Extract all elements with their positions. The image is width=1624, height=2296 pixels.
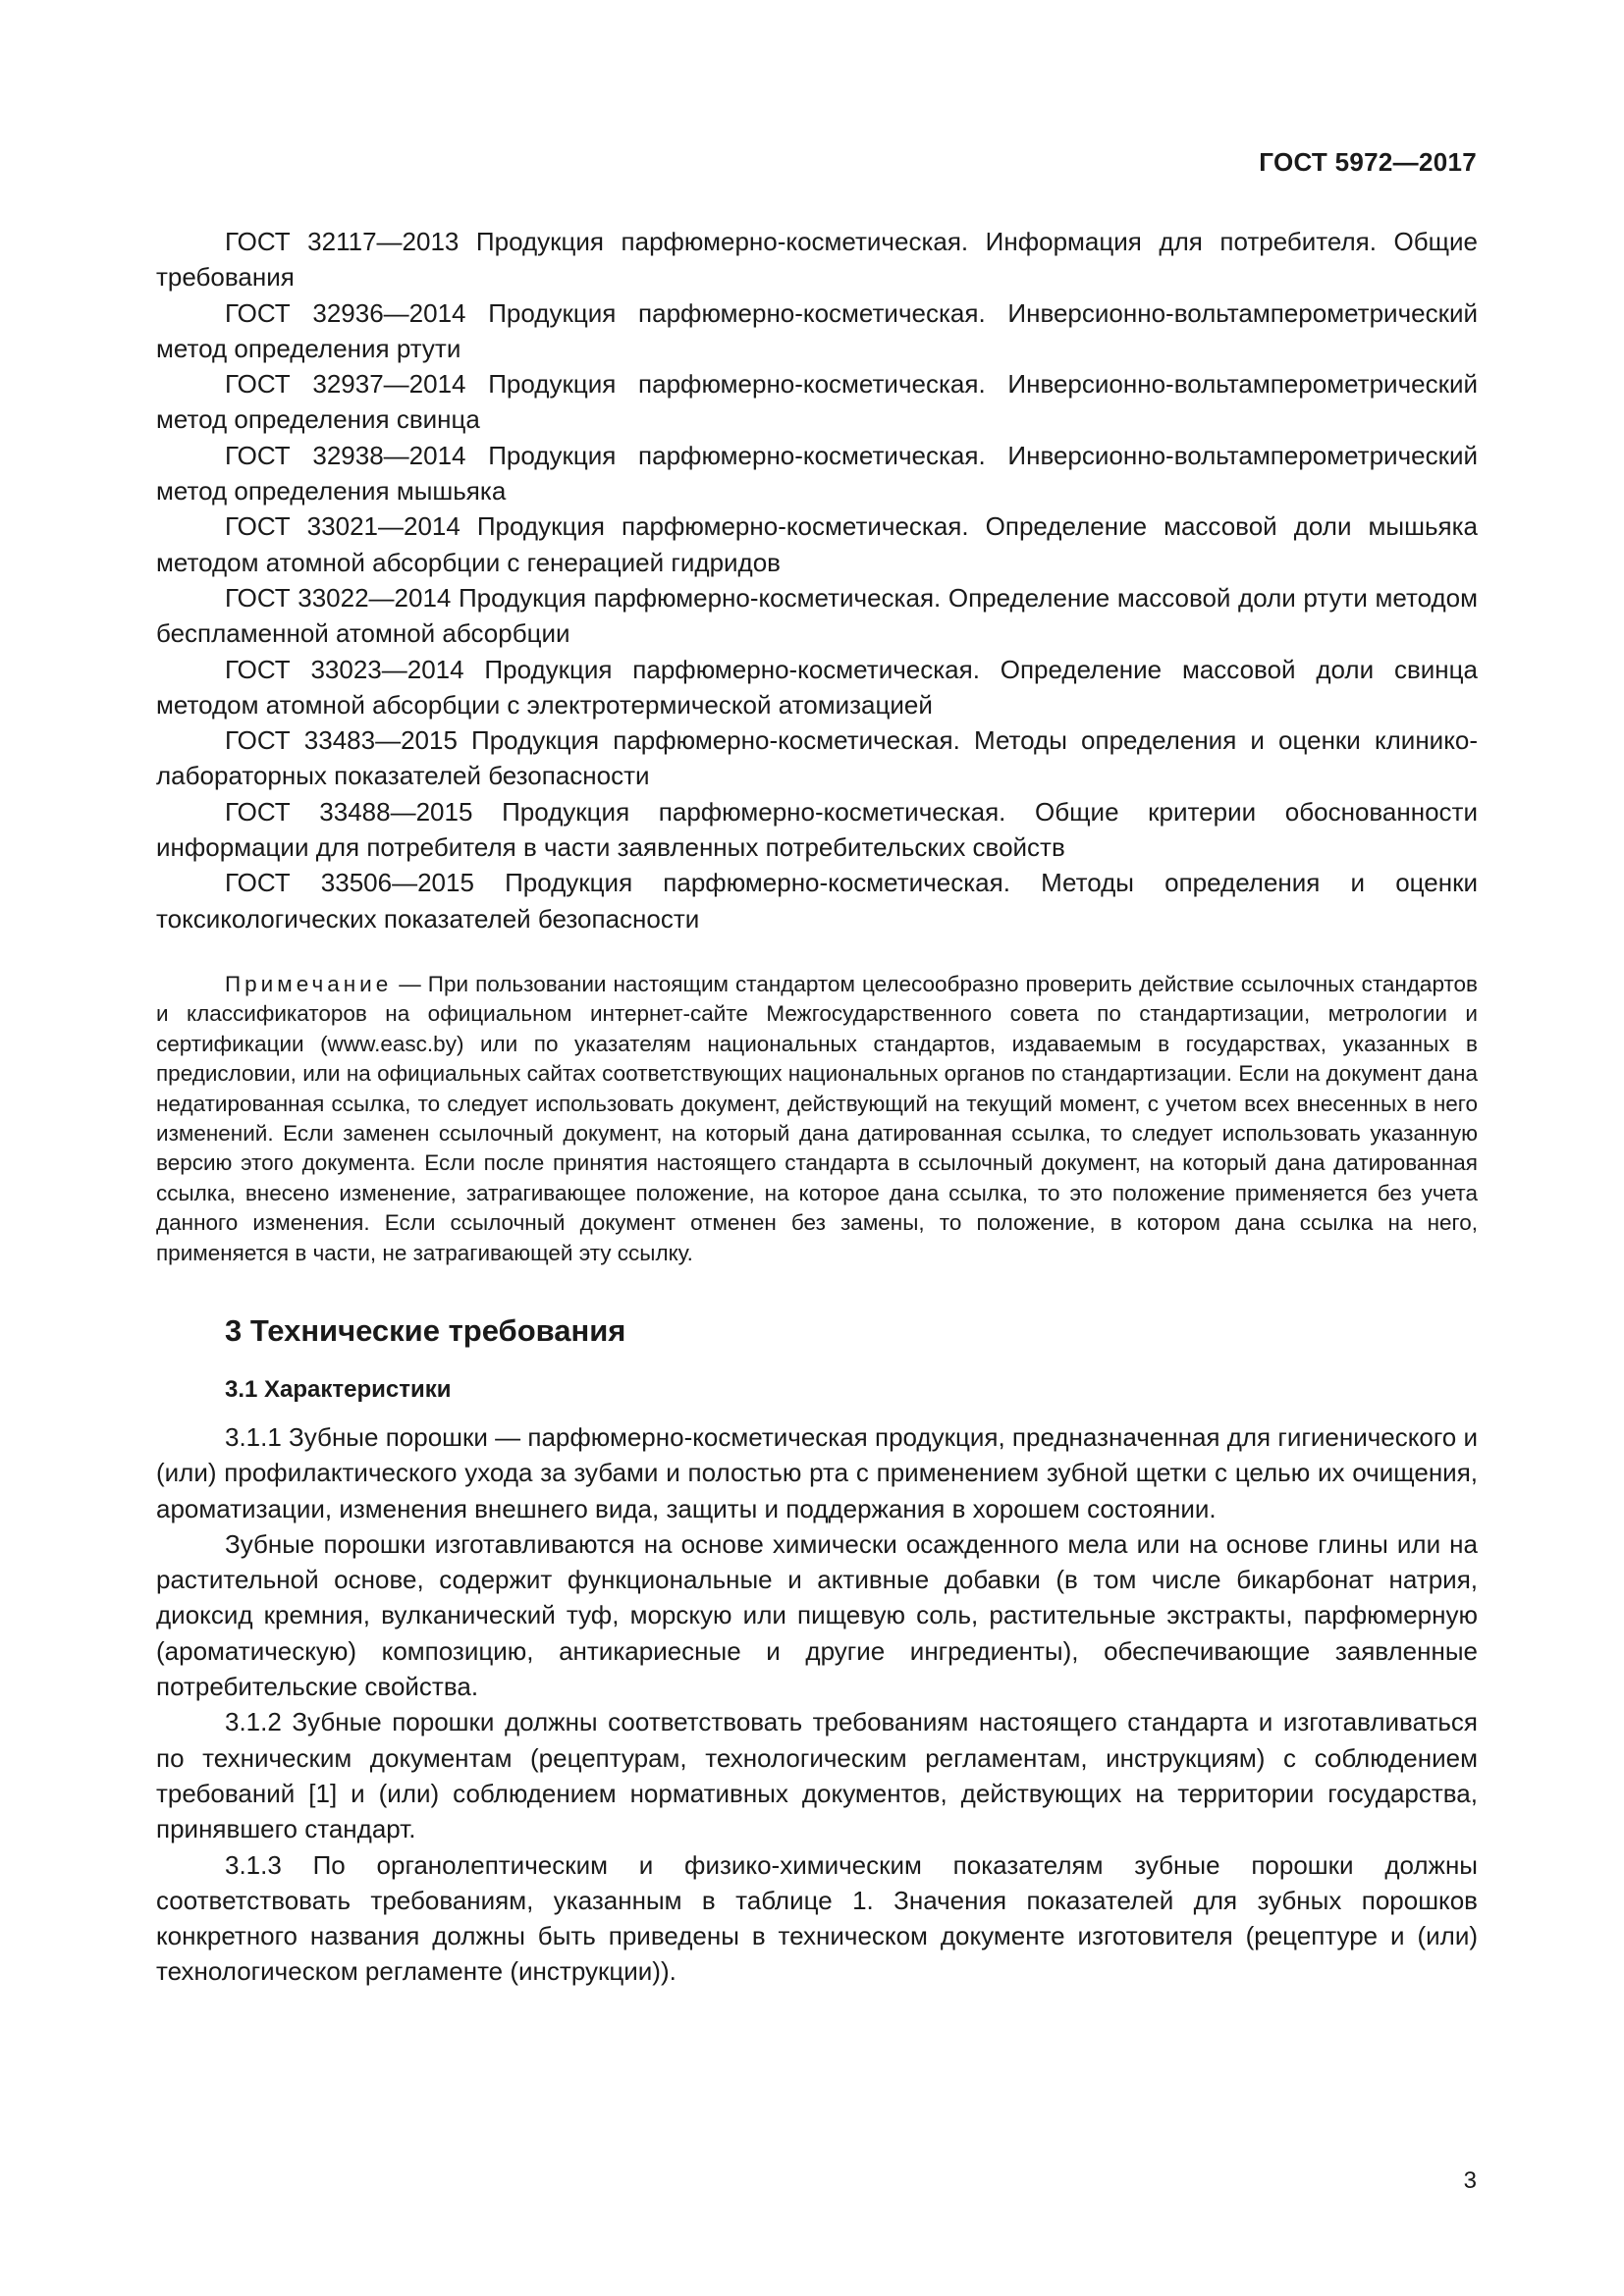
note-text: — При пользовании настоящим стандартом целесообразно проверить действие ссылочных стандартов и классификаторов на официальном интернет-сайте Межгосударственного совета по стандартизации, метрологии и сертификации (www.easc.by) или по указателям национальных стандартов, издаваемым в государствах, указанных в предисловии, или на официальных сайтах соответствующих национальных органов по стандартизации. Если на документ дана недатированная ссылка, то следует использовать документ, действующий на текущий момент, с учетом всех внесенных в него изменений. Если заменен ссылочный документ, на который дана датированная ссылка, то следует использовать указанную версию этого документа. Если после принятия настоящего стандарта в ссылочный документ, на который дана датированная ссылка, внесено изменение, затрагивающее положение, на которое дана ссылка, то это положение применяется без учета данного изменения. Если ссылочный документ отменен без замены, то положение, в котором дана ссылка на него, применяется в части, не затрагивающей эту ссылку. xyxy=(156,971,1478,1265)
subsection-title: 3.1 Характеристики xyxy=(225,1376,452,1403)
body-paragraph: 3.1.2 Зубные порошки должны соответствовать требованиям настоящего стандарта и изготавливаться по техническим документам (рецептурам, технологическим регламентам, инструкциям) с соблюдением требований [1] и (или) соблюдением нормативных документов, действующих на территории государства, принявшего стандарт. xyxy=(156,1707,1478,1844)
reference-item: ГОСТ 32937—2014 Продукция парфюмерно-косметическая. Инверсионно-вольтамперометрический метод определения свинца xyxy=(156,369,1478,435)
page-number: 3 xyxy=(1463,2167,1477,2194)
section-title: 3 Технические требования xyxy=(225,1313,626,1348)
note-paragraph xyxy=(156,970,1478,1268)
reference-item: ГОСТ 32936—2014 Продукция парфюмерно-косметическая. Инверсионно-вольтамперометрический метод определения ртути xyxy=(156,297,1478,363)
reference-item: ГОСТ 33483—2015 Продукция парфюмерно-косметическая. Методы определения и оценки клинико-лабораторных показателей безопасности xyxy=(156,725,1478,791)
reference-item: ГОСТ 33023—2014 Продукция парфюмерно-косметическая. Определение массовой доли свинца методом атомной абсорбции с электротермической атомизацией xyxy=(156,654,1478,720)
reference-item: ГОСТ 32117—2013 Продукция парфюмерно-косметическая. Информация для потребителя. Общие требования xyxy=(156,227,1478,293)
body-paragraph: 3.1.1 Зубные порошки — парфюмерно-косметическая продукция, предназначенная для гигиенического и (или) профилактического ухода за зубами и полостью рта с применением зубной щетки с целью их очищения, ароматизации, изменения внешнего вида, защиты и поддержания в хорошем состоянии. xyxy=(156,1422,1478,1523)
reference-item: ГОСТ 33488—2015 Продукция парфюмерно-косметическая. Общие критерии обоснованности информации для потребителя в части заявленных потребительских свойств xyxy=(156,796,1478,863)
page-content xyxy=(156,224,1478,1990)
note-label: Примечание xyxy=(225,971,393,996)
body-paragraph: 3.1.3 По органолептическим и физико-химическим показателям зубные порошки должны соответствовать требованиям, указанным в таблице 1. Значения показателей для зубных порошков конкретного названия должны быть приведены в техническом документе изготовителя (рецептуре и (или) технологическом регламенте (инструкции)). xyxy=(156,1849,1478,1987)
reference-item: ГОСТ 32938—2014 Продукция парфюмерно-косметическая. Инверсионно-вольтамперометрический метод определения мышьяка xyxy=(156,440,1478,507)
reference-item: ГОСТ 33021—2014 Продукция парфюмерно-косметическая. Определение массовой доли мышьяка методом атомной абсорбции с генерацией гидридов xyxy=(156,511,1478,577)
reference-item: ГОСТ 33022—2014 Продукция парфюмерно-косметическая. Определение массовой доли ртути методом беспламенной атомной абсорбции xyxy=(156,582,1478,649)
document-header: ГОСТ 5972—2017 xyxy=(1259,147,1477,177)
references-list xyxy=(156,224,1478,936)
body-paragraph: Зубные порошки изготавливаются на основе химически осажденного мела или на основе глины или на растительной основе, содержит функциональные и активные добавки (в том числе бикарбонат натрия, диоксид кремния, вулканический туф, морскую или пищевую соль, растительные экстракты, парфюмерную (ароматическую) композицию, антикариесные и другие ингредиенты), обеспечивающие заявленные потребительские свойства. xyxy=(156,1528,1478,1702)
reference-item: ГОСТ 33506—2015 Продукция парфюмерно-косметическая. Методы определения и оценки токсикологических показателей безопасности xyxy=(156,868,1478,934)
